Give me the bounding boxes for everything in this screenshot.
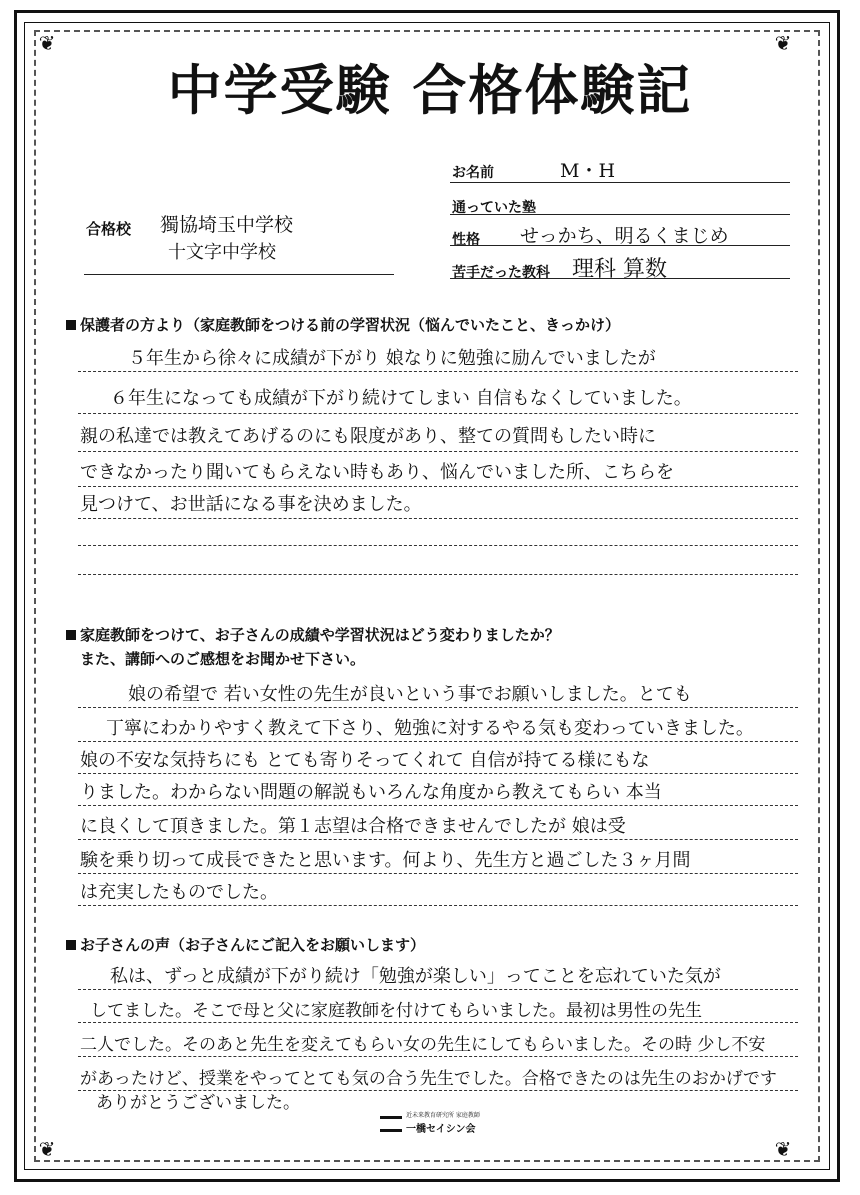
section1-line: ６年生になっても成績が下がり続けてしまい 自信もなくしていました。 [110, 388, 692, 409]
passed-school-underline [84, 274, 394, 275]
section3-line: 二人でした。そのあと先生を変えてもらい女の先生にしてもらいました。その時 少し不安 [80, 1035, 766, 1055]
company-logo [380, 1110, 490, 1136]
section3-line: 私は、ずっと成績が下がり続け「勉強が楽しい」ってことを忘れていた気が [110, 966, 721, 987]
page-border-decorative [34, 30, 820, 1162]
section1-line: 見つけて、お世話になる事を決めました。 [80, 494, 422, 515]
personality-underline [450, 245, 790, 246]
writing-rule [78, 413, 798, 414]
logo-company-name: 一橋セイシン会 [406, 1124, 476, 1135]
writing-rule [78, 741, 798, 742]
writing-rule [78, 839, 798, 840]
section3-heading-text: お子さんの声（お子さんにご記入をお願いします） [80, 936, 426, 954]
section2-line: に良くして頂きました。第１志望は合格できませんでしたが 娘は受 [80, 816, 626, 837]
school-underline [450, 214, 790, 215]
school-label: 通っていた塾 [452, 200, 536, 216]
logo-mark-icon [380, 1116, 402, 1132]
section2-line: 丁寧にわかりやすく教えて下さり、勉強に対するやる気も変わっていきました。 [106, 718, 754, 739]
section1-line: できなかったり聞いてもらえない時もあり、悩んでいました所、こちらを [80, 462, 674, 483]
writing-rule [78, 805, 798, 806]
corner-ornament-icon: ❦ [774, 31, 792, 55]
passed-school-1: 獨協埼玉中学校 [160, 214, 294, 236]
name-label: お名前 [452, 165, 494, 181]
section1-heading [66, 314, 620, 335]
heading-square-icon [66, 320, 76, 330]
writing-rule [78, 707, 798, 708]
name-value: M・H [560, 160, 616, 182]
section1-heading-text: 保護者の方より（家庭教師をつける前の学習状況（悩んでいたこと、きっかけ） [80, 316, 621, 334]
section3-heading [66, 934, 425, 955]
writing-rule [78, 1022, 798, 1023]
writing-rule [78, 451, 798, 452]
writing-rule [78, 518, 798, 519]
personality-value: せっかち、明るくまじめ [520, 225, 729, 247]
section2-line: りました。わからない問題の解説もいろんな角度から教えてもらい 本当 [80, 782, 662, 803]
section2-line: 娘の希望で 若い女性の先生が良いという事でお願いしました。とても [128, 684, 692, 705]
section3-line: があったけど、授業をやってとても気の合う先生でした。合格できたのは先生のおかげです [80, 1069, 777, 1089]
section1-line: ５年生から徐々に成績が下がり 娘なりに勉強に励んでいましたが [128, 348, 656, 369]
section2-heading-text: 家庭教師をつけて、お子さんの成績や学習状況はどう変わりましたか？ [80, 626, 560, 644]
corner-ornament-icon: ❦ [38, 1137, 56, 1161]
passed-school-2: 十文字中学校 [168, 242, 276, 263]
corner-ornament-icon: ❦ [38, 31, 56, 55]
passed-school-label: 合格校 [86, 220, 132, 238]
writing-rule [78, 873, 798, 874]
heading-square-icon [66, 630, 76, 640]
section1-line: 親の私達では教えてあげるのにも限度があり、整ての質問もしたい時に [80, 426, 656, 447]
writing-rule [78, 905, 798, 906]
logo-subtext: 近未来教育研究所 家庭教師 [406, 1112, 480, 1119]
writing-rule [78, 773, 798, 774]
writing-rule [78, 574, 798, 575]
section2-line: 娘の不安な気持ちにも とても寄りそってくれて 自信が持てる様にもな [80, 750, 650, 771]
writing-rule [78, 371, 798, 372]
corner-ornament-icon: ❦ [774, 1137, 792, 1161]
writing-rule [78, 545, 798, 546]
section2-line: は充実したものでした。 [80, 882, 278, 903]
personality-label: 性格 [452, 232, 480, 248]
section3-line: ありがとうございました。 [96, 1093, 300, 1113]
writing-rule [78, 1090, 798, 1091]
writing-rule [78, 989, 798, 990]
page-title: 中学受験 合格体験記 [167, 59, 693, 122]
writing-rule [78, 1056, 798, 1057]
section2-heading [66, 624, 560, 645]
section2-line: 験を乗り切って成長できたと思います。何より、先生方と過ごした３ヶ月間 [80, 850, 691, 871]
heading-square-icon [66, 940, 76, 950]
weak-subject-underline [450, 278, 790, 279]
section2-subheading: また、講師へのご感想をお聞かせ下さい。 [80, 650, 366, 668]
weak-subject-value: 理科 算数 [572, 257, 667, 282]
name-underline [450, 182, 790, 183]
weak-subject-label: 苦手だった教科 [452, 265, 550, 281]
section3-line: してました。そこで母と父に家庭教師を付けてもらいました。最初は男性の先生 [90, 1001, 702, 1021]
writing-rule [78, 486, 798, 487]
